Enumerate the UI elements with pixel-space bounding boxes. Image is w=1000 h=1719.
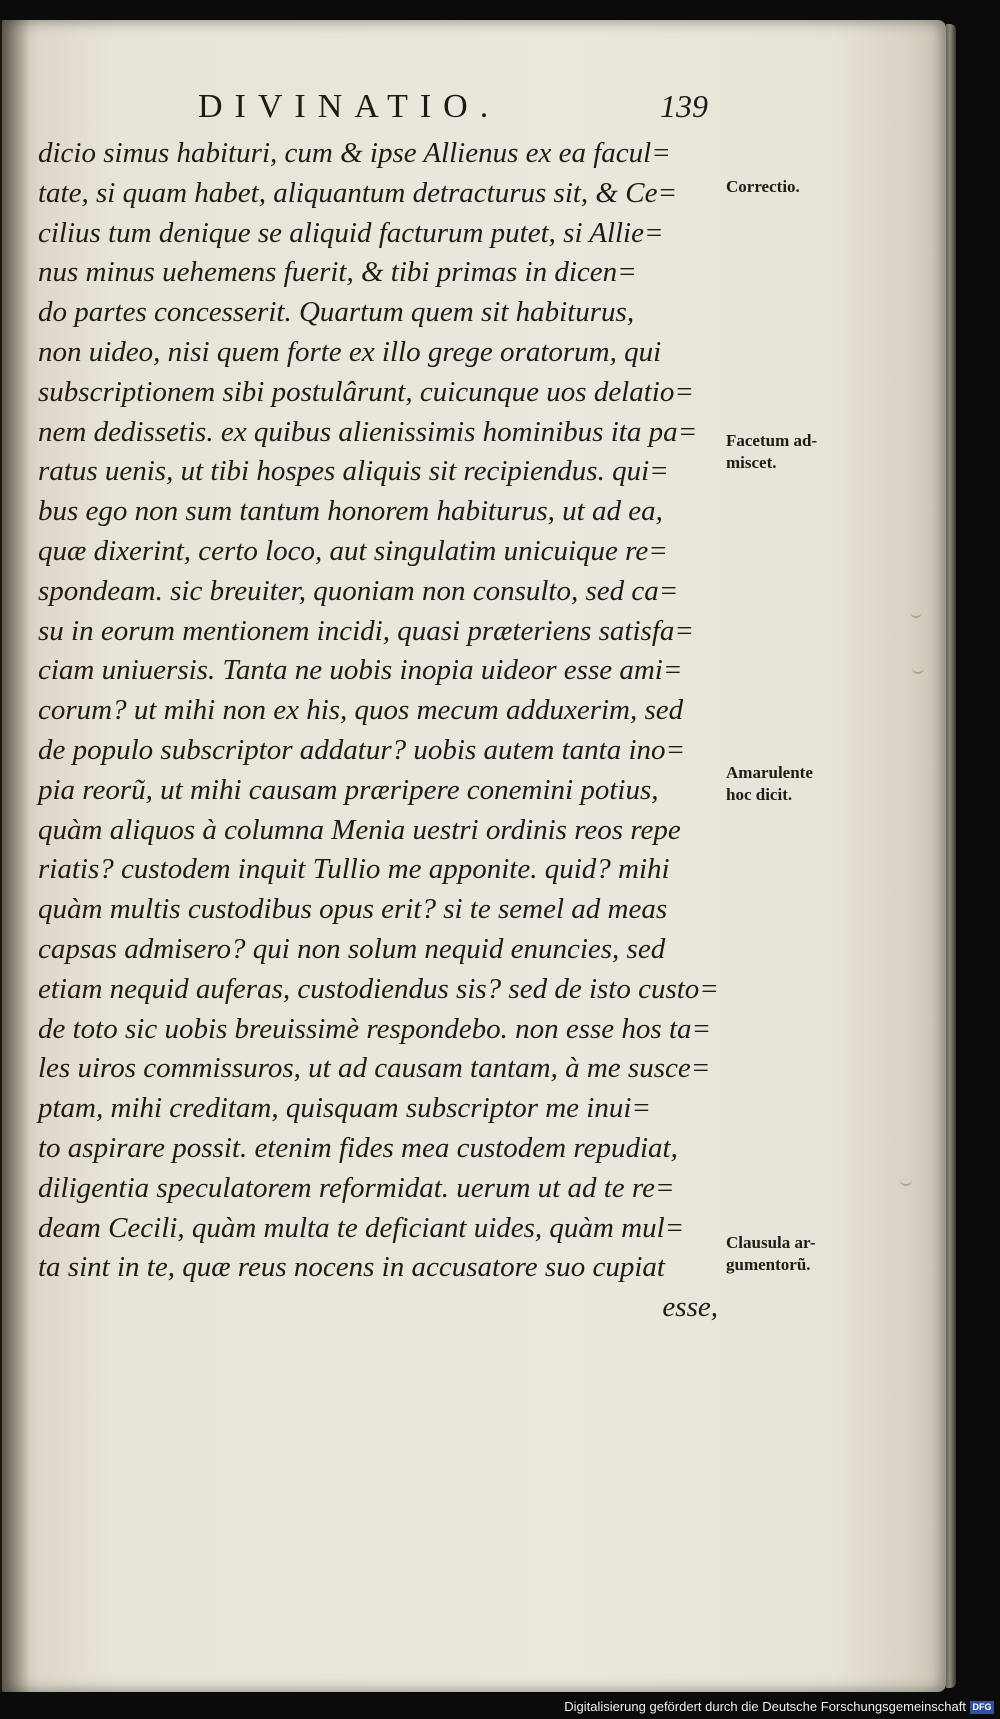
text-line: su in eorum mentionem incidi, quasi præteriens satisfa= bbox=[38, 614, 694, 647]
text-line: ratus uenis, ut tibi hospes aliquis sit recipiendus. qui= bbox=[38, 455, 669, 488]
text-line: quæ dixerint, certo loco, aut singulatim unicuique re= bbox=[38, 534, 668, 567]
text-line: non uideo, nisi quem forte ex illo grege oratorum, qui bbox=[38, 335, 662, 368]
page-fore-edge bbox=[946, 24, 956, 1688]
text-line: ciam uniuersis. Tanta ne uobis inopia uideor esse ami= bbox=[38, 654, 683, 687]
text-line: subscriptionem sibi postulârunt, cuicunque uos delatio= bbox=[38, 375, 694, 408]
text-line: tate, si quam habet, aliquantum detracturus sit, & Ce= bbox=[38, 176, 678, 209]
text-line: diligentia speculatorem reformidat. uerum ut ad te re= bbox=[38, 1171, 675, 1204]
margin-note-correctio: Correctio. bbox=[726, 177, 800, 196]
margin-note-facetum-line-2: miscet. bbox=[726, 453, 777, 472]
text-line: spondeam. sic breuiter, quoniam non consulto, sed ca= bbox=[38, 574, 679, 607]
text-line: bus ego non sum tantum honorem habiturus, ut ad ea, bbox=[38, 495, 663, 528]
text-line: pia reorũ, ut mihi causam præripere conemini potius, bbox=[38, 773, 659, 806]
text-line: nem dedissetis. ex quibus alienissimis hominibus ita pa= bbox=[38, 415, 698, 448]
text-line: cilius tum denique se aliquid facturum putet, si Allie= bbox=[38, 216, 664, 249]
scan-footer bbox=[0, 1695, 1000, 1719]
dfg-logo: DFG bbox=[970, 1701, 994, 1714]
text-line: do partes concesserit. Quartum quem sit habiturus, bbox=[38, 296, 635, 329]
text-line: les uiros commissuros, ut ad causam tantam, à me susce= bbox=[38, 1052, 711, 1085]
body-text bbox=[38, 134, 718, 1328]
pencil-mark bbox=[900, 1168, 912, 1186]
catchword: esse, bbox=[662, 1291, 718, 1324]
page-number: 139 bbox=[660, 88, 708, 124]
text-line: de populo subscriptor addatur? uobis autem tanta ino= bbox=[38, 733, 686, 766]
margin-note-clausula-line-1: Clausula ar- bbox=[726, 1233, 816, 1252]
pencil-mark bbox=[912, 656, 924, 674]
text-line: to aspirare possit. etenim fides mea custodem repudiat, bbox=[38, 1131, 678, 1164]
margin-note-amarulente-line-2: hoc dicit. bbox=[726, 785, 793, 804]
gutter-shadow bbox=[0, 20, 30, 1692]
page-header bbox=[0, 84, 944, 124]
margin-note-clausula-line-2: gumentorũ. bbox=[726, 1255, 811, 1274]
text-line: etiam nequid auferas, custodiendus sis? sed de isto custo= bbox=[38, 972, 719, 1005]
digitization-credit: Digitalisierung gefördert durch die Deutsche Forschungsgemeinschaft bbox=[564, 1699, 966, 1714]
running-title: DIVINATIO. bbox=[198, 88, 501, 125]
margin-note-amarulente-line-1: Amarulente bbox=[726, 763, 813, 782]
text-line: riatis? custodem inquit Tullio me apponite. quid? mihi bbox=[38, 853, 670, 886]
text-line: deam Cecili, quàm multa te deficiant uides, quàm mul= bbox=[38, 1211, 685, 1244]
text-line: capsas admisero? qui non solum nequid enuncies, sed bbox=[38, 932, 666, 965]
text-line: nus minus uehemens fuerit, & tibi primas in dicen= bbox=[38, 256, 637, 289]
text-line: quàm aliquos à columna Menia uestri ordinis reos repe bbox=[38, 813, 681, 846]
text-line: de toto sic uobis breuissimè respondebo. non esse hos ta= bbox=[38, 1012, 712, 1045]
text-line: quàm multis custodibus opus erit? si te semel ad meas bbox=[38, 893, 668, 926]
text-line: ta sint in te, quæ reus nocens in accusatore suo cupiat bbox=[38, 1251, 665, 1284]
margin-note-facetum-line-1: Facetum ad- bbox=[726, 431, 818, 450]
pencil-mark bbox=[910, 600, 922, 618]
text-line: ptam, mihi creditam, quisquam subscriptor me inui= bbox=[38, 1092, 651, 1125]
text-line: dicio simus habituri, cum & ipse Allienus ex ea facul= bbox=[38, 137, 671, 169]
text-line: corum? ut mihi non ex his, quos mecum adduxerim, sed bbox=[38, 694, 684, 727]
